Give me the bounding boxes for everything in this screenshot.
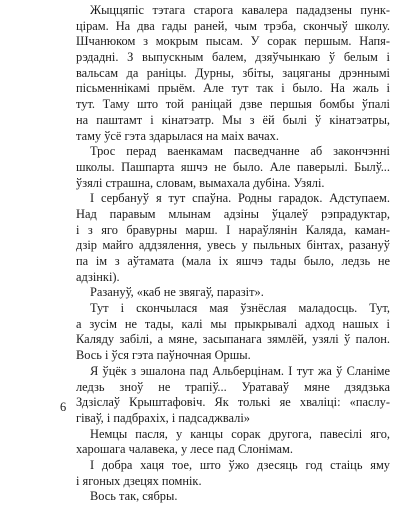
text-line: а зусім не тады, калі мы прыкрывалі адход нашых і: [76, 316, 390, 331]
text-line: гіваў, і падбрахіх, і падсаджвалі»: [76, 410, 250, 425]
text-line: Я ўцёк з эшалона пад Альберцінам. І тут жа ў Сланіме: [90, 363, 390, 378]
text-line: па ім з аўтамата (мала іх яшчэ тады было, ледзь не: [76, 254, 390, 268]
text-line: школы. Пашпарта яшчэ не было. Але паверылі. Былў...: [76, 159, 390, 174]
text-line: і з яго бравурны марш. І нараўлянін Каляда, каман-: [76, 222, 390, 237]
text-line: вальсам да раніцы. Дурны, збіты, зацяганы дрэннымі: [76, 65, 390, 80]
text-line: таму ўсё гэта здарылася на маіх вачах.: [76, 128, 279, 143]
text-line: І добра хаця тое, што ўжо дзесяць год стаіць яму: [90, 457, 390, 472]
text-line: Вось так, сябры.: [90, 489, 178, 504]
text-line: Каляду забілі, а мяне, засыпанага зямлёй, узялі ў палон.: [76, 332, 390, 347]
text-line: Шчанюком з мокрым пысам. У сорак першым. Напя-: [76, 34, 390, 49]
text-line: ледзь зноў не трапіў... Уратаваў мяне дзядзька: [76, 379, 390, 394]
text-line: адзінкі).: [76, 269, 120, 284]
text-line: Над паравым млынам адзіны ўцалеў рэпрадуктар,: [76, 206, 390, 221]
text-line: Тут і скончылася мая ўзнёслая маладосць. Тут,: [90, 301, 390, 316]
text-line: Жыццяпіс тэтага старога кавалера пададзены пунк-: [90, 3, 390, 17]
text-line: Вось і ўся гэта паўночная Оршы.: [76, 348, 251, 363]
text-line: пісьменнікамі прыём. Але тут так і было. На жаль і: [76, 81, 390, 96]
text-line: тут. Таму што той раніцай дзве першыя бомбы ўпалі: [76, 97, 390, 112]
body-text: [76, 3, 390, 505]
text-line: Немцы пасля, у канцы сорак другога, павесілі яго,: [90, 426, 390, 441]
text-line: на паштамт і кінатэатр. Мы з ёй былі ў кінатэатры,: [76, 112, 390, 127]
page-number: 6: [60, 400, 67, 414]
text-line: цірам. На два гады раней, чым трэба, скончыў школу.: [76, 18, 390, 33]
text-line: рэдадні. З выпускным балем, дзяўчынкаю ў белым і: [76, 50, 390, 65]
text-line: Трос перад ваенкамам пасведчанне аб закончэнні: [90, 144, 390, 159]
text-line: харошага чалавека, у лесе пад Слонімам.: [76, 442, 293, 457]
text-line: Здзіслаў Крыштафовіч. Як толькі яе хваліці: «паслу-: [76, 395, 390, 410]
text-line: ўзялі страшна, словам, вымахала дубіна. Узялі.: [76, 175, 325, 190]
text-line: і ягоных дзецях помнік.: [76, 473, 202, 488]
text-line: Разануў, «каб не звягаў, паразіт».: [90, 285, 264, 300]
text-line: І сербануў я тут спаўна. Родны гарадок. Адступаем.: [90, 191, 390, 206]
text-line: дзір майго аддзялення, увесь у пыльных бінтах, разануў: [76, 238, 390, 253]
